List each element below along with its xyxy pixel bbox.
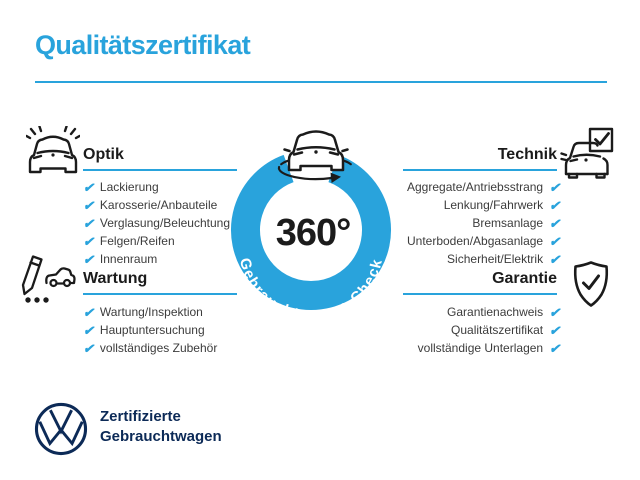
check-item bbox=[360, 321, 560, 339]
check-item-label: Wartung/Inspektion bbox=[99, 305, 203, 319]
check-item bbox=[83, 339, 283, 357]
check-item-label: Hauptuntersuchung bbox=[99, 323, 205, 337]
check-icon: ✔ bbox=[83, 233, 94, 249]
footer-claim-line1: Zertifizierte bbox=[100, 408, 181, 425]
check-item-label: Garantienachweis bbox=[447, 305, 544, 319]
check-icon: ✔ bbox=[83, 197, 94, 213]
check-item-label: Aggregate/Antriebsstrang bbox=[407, 180, 544, 194]
section-heading-garantie bbox=[403, 270, 557, 295]
check-item-label: Lenkung/Fahrwerk bbox=[443, 198, 544, 212]
check-icon: ✔ bbox=[83, 251, 94, 267]
check-icon: ✔ bbox=[549, 233, 560, 249]
check-icon: ✔ bbox=[549, 197, 560, 213]
section-title-technik: Technik bbox=[497, 146, 557, 163]
check-item-label: Lackierung bbox=[99, 180, 159, 194]
badge-value: 360° bbox=[275, 212, 351, 254]
check-item-label: vollständiges Zubehör bbox=[99, 341, 218, 355]
check-icon: ✔ bbox=[83, 322, 94, 338]
check-icon: ✔ bbox=[83, 340, 94, 356]
check-item-label: Qualitätszertifikat bbox=[451, 323, 544, 337]
check-item-label: Felgen/Reifen bbox=[99, 234, 175, 248]
check-icon: ✔ bbox=[549, 340, 560, 356]
section-title-wartung: Wartung bbox=[83, 270, 148, 287]
check-icon: ✔ bbox=[83, 304, 94, 320]
check-item-label: Karosserie/Anbauteile bbox=[99, 198, 218, 212]
section-heading-technik bbox=[403, 146, 557, 171]
badge-ring-label: Gebrauchtwagen-Check bbox=[235, 256, 387, 323]
check-icon: ✔ bbox=[549, 179, 560, 195]
360-check-badge bbox=[221, 118, 401, 323]
check-item bbox=[360, 339, 560, 357]
page-title: Qualitätszertifikat bbox=[35, 30, 251, 60]
check-item-label: Verglasung/Beleuchtung bbox=[99, 216, 231, 230]
title-divider bbox=[35, 81, 607, 83]
section-heading-optik bbox=[83, 146, 237, 171]
check-item bbox=[83, 321, 283, 339]
check-item-label: Bremsanlage bbox=[472, 216, 544, 230]
check-icon: ✔ bbox=[549, 304, 560, 320]
check-item-label: Sicherheit/Elektrik bbox=[447, 252, 544, 266]
check-item-label: Innenraum bbox=[99, 252, 158, 266]
service-checklist-icon bbox=[20, 255, 78, 305]
check-icon: ✔ bbox=[549, 322, 560, 338]
vw-logo bbox=[33, 401, 89, 457]
check-icon: ✔ bbox=[549, 251, 560, 267]
shield-check-icon bbox=[570, 260, 612, 310]
check-icon: ✔ bbox=[83, 215, 94, 231]
section-title-optik: Optik bbox=[83, 146, 124, 163]
check-item-label: vollständige Unterlagen bbox=[417, 341, 544, 355]
section-heading-wartung bbox=[83, 270, 237, 295]
shiny-car-icon bbox=[26, 126, 80, 178]
footer-claim-line2: Gebrauchtwagen bbox=[100, 428, 222, 445]
checked-car-icon bbox=[560, 127, 616, 183]
check-item-label: Unterboden/Abgasanlage bbox=[406, 234, 544, 248]
section-title-garantie: Garantie bbox=[492, 270, 557, 287]
check-icon: ✔ bbox=[83, 179, 94, 195]
footer-claim bbox=[100, 407, 222, 447]
check-icon: ✔ bbox=[549, 215, 560, 231]
